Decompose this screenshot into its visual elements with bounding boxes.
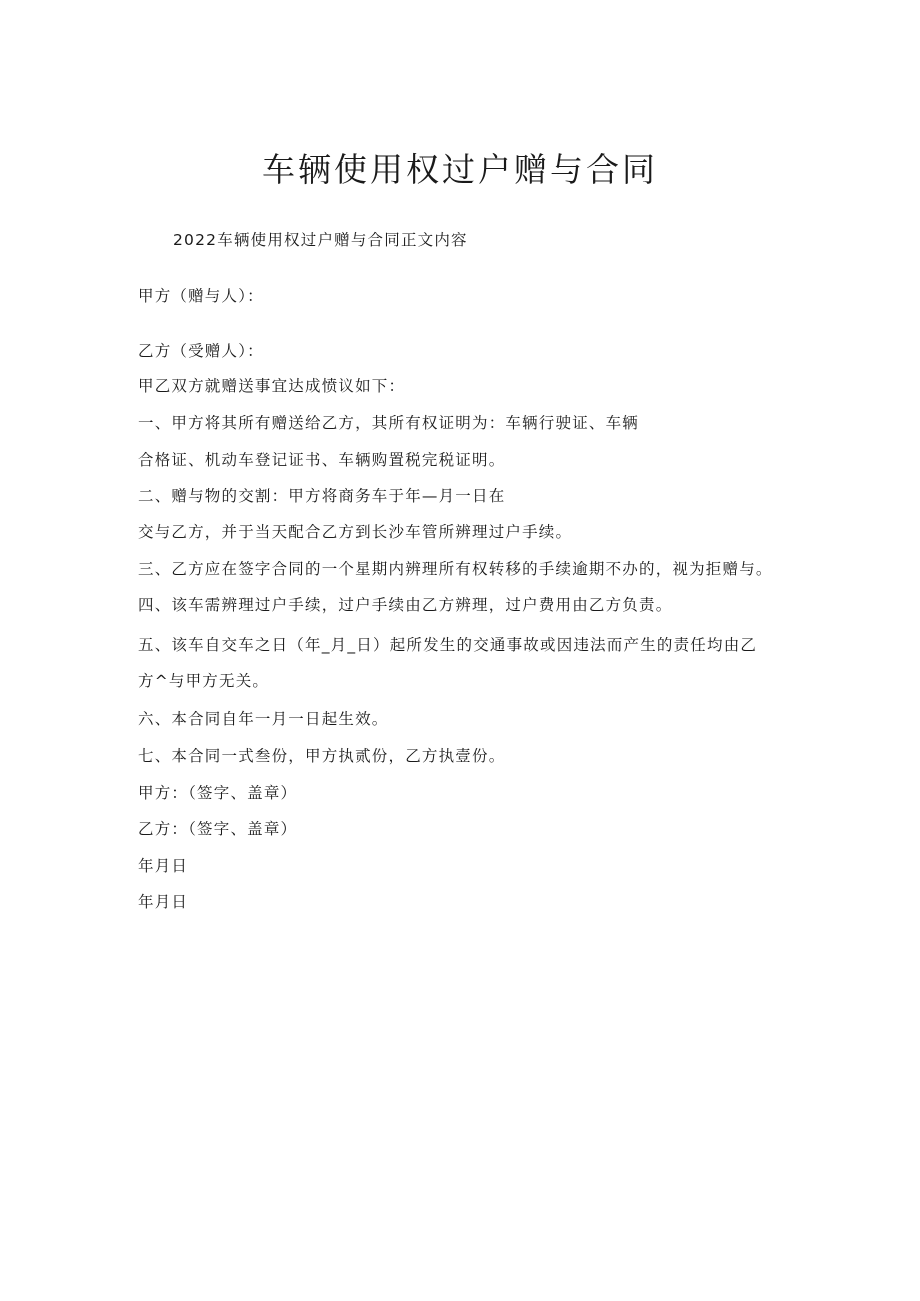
party-a-label: 甲方（赠与人）： xyxy=(138,287,264,305)
party-b-label: 乙方（受赠人）： xyxy=(138,342,264,360)
clause-line: 方^与甲方无关。 xyxy=(138,672,270,690)
clause-line: 五、该车自交车之日（年_月_日）起所发生的交通事故或因违法而产生的责任均由乙 xyxy=(138,636,758,654)
clause-line: 四、该车需辨理过户手续，过户手续由乙方辨理，过户费用由乙方负责。 xyxy=(138,596,673,614)
clause-line: 六、本合同自年一月一日起生效。 xyxy=(138,710,389,728)
document-title: 车辆使用权过户赠与合同 xyxy=(262,150,658,189)
date-a: 年月日 xyxy=(138,857,189,875)
date-b: 年月日 xyxy=(138,893,189,911)
clause-line: 交与乙方，并于当天配合乙方到长沙车管所辨理过户手续。 xyxy=(138,523,573,541)
agreement-intro: 甲乙双方就赠送事宜达成愤议如下： xyxy=(138,377,406,395)
clause-line: 一、甲方将其所有赠送给乙方，其所有权证明为：车辆行驶证、车辆 xyxy=(138,414,640,432)
clause-line: 二、赠与物的交割：甲方将商务车于年—月一日在 xyxy=(138,487,506,505)
clause-line: 三、乙方应在签字合同的一个星期内辨理所有权转移的手续逾期不办的，视为拒赠与。 xyxy=(138,560,773,578)
clause-line: 合格证、机动车登记证书、车辆购置税完税证明。 xyxy=(138,451,506,469)
clause-line: 七、本合同一式叁份，甲方执贰份，乙方执壹份。 xyxy=(138,747,506,765)
signature-b: 乙方：（签字、盖章） xyxy=(138,820,298,838)
document-subtitle: 2022车辆使用权过户赠与合同正文内容 xyxy=(173,231,468,249)
signature-a: 甲方：（签字、盖章） xyxy=(138,784,298,802)
